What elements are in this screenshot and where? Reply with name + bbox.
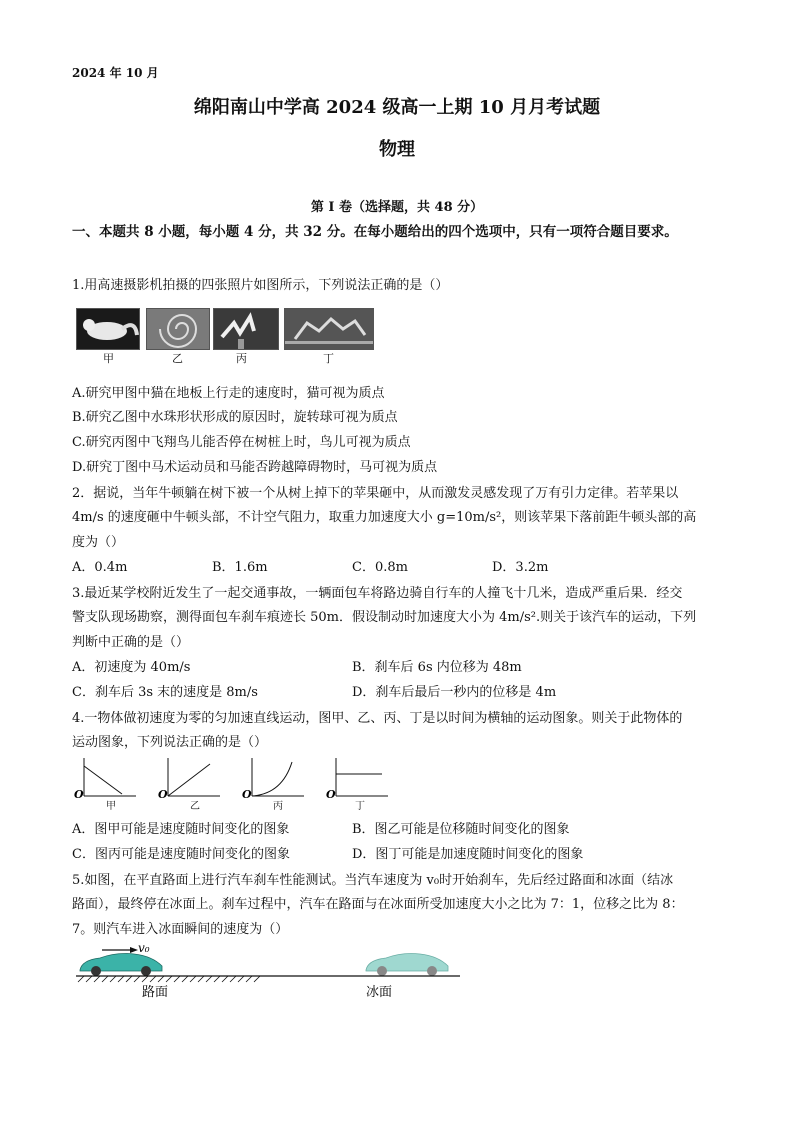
graph-origin-yi: O [158, 788, 168, 800]
graph-ding [326, 758, 388, 800]
road-label: 路面 [142, 985, 169, 998]
photo-label-ding: 丁 [323, 352, 334, 365]
q2-stem-line1: 2．据说，当年牛顿躺在树下被一个从树上掉下的苹果砸中，从而激发灵感发现了万有引力定律。若苹果以 [72, 486, 679, 501]
exam-title: 绵阳南山中学高 2024 级高一上期 10 月月考试题 [193, 97, 601, 118]
q1-option-c: C.研究丙图中飞翔鸟儿能否停在树桩上时，鸟儿可视为质点 [72, 435, 411, 450]
q3-option-d: D．刹车后最后一秒内的位移是 4m [352, 685, 557, 700]
q4-option-d: D．图丁可能是加速度随时间变化的图象 [352, 847, 584, 862]
q1-option-b: B.研究乙图中水珠形状形成的原因时，旋转球可视为质点 [72, 410, 398, 425]
volume-heading: 第 I 卷（选择题，共 48 分） [310, 200, 484, 215]
exam-subject: 物理 [379, 139, 415, 160]
q3-option-a: A．初速度为 40m/s [72, 660, 191, 675]
graph-origin-ding: O [326, 788, 336, 800]
photo-label-jia: 甲 [103, 352, 114, 365]
q3-option-c: C．刹车后 3s 末的速度是 8m/s [72, 685, 258, 700]
q3-stem-line3: 判断中正确的是（） [72, 635, 190, 650]
graph-yi [158, 758, 220, 800]
q1-stem: 1.用高速摄影机拍摄的四张照片如图所示，下列说法正确的是（） [72, 278, 449, 293]
graph-jia [74, 758, 136, 800]
photo-equestrian [284, 308, 374, 350]
velocity-label: v₀ [138, 941, 150, 955]
photo-label-yi: 乙 [172, 352, 183, 365]
q5-stem-line2: 路面），最终停在冰面上。刹车过程中，汽车在路面与在冰面所受加速度大小之比为 7：1，位移之比为 8： [72, 897, 684, 912]
car-on-road [80, 954, 162, 977]
photo-birds [213, 308, 279, 350]
graph-label-bing: 丙 [273, 801, 283, 812]
road-hatching [78, 976, 260, 982]
ice-label: 冰面 [366, 985, 393, 998]
q4-option-c: C．图丙可能是速度随时间变化的图象 [72, 847, 290, 862]
q1-option-d: D.研究丁图中马术运动员和马能否跨越障碍物时，马可视为质点 [72, 460, 438, 475]
q3-stem-line2: 警支队现场勘察，测得面包车刹车痕迹长 50m．假设制动时加速度大小为 4m/s².则关于该汽车的运动，下列 [72, 610, 697, 625]
q4-option-a: A．图甲可能是速度随时间变化的图象 [72, 822, 290, 837]
section-instruction: 一、本题共 8 小题，每小题 4 分，共 32 分。在每小题给出的四个选项中，只有一项符合题目要求。 [72, 224, 678, 240]
q5-road-figure [72, 938, 472, 998]
photo-label-bing: 丙 [236, 352, 247, 365]
q5-stem-line1: 5.如图，在平直路面上进行汽车刹车性能测试。当汽车速度为 v₀时开始刹车，先后经过路面和冰面（结冰 [72, 873, 674, 888]
graph-origin-bing: O [242, 788, 252, 800]
q2-stem-line2: 4m/s 的速度砸中牛顿头部，不计空气阻力，取重力加速度大小 g=10m/s²，则该苹果下落前距牛顿头部的高 [72, 510, 697, 525]
graph-label-yi: 乙 [190, 801, 200, 812]
q3-option-b: B．刹车后 6s 内位移为 48m [352, 660, 522, 675]
q2-option-d: D．3.2m [492, 560, 549, 575]
q4-option-b: B．图乙可能是位移随时间变化的图象 [352, 822, 570, 837]
photo-cat [76, 308, 140, 350]
q1-option-a: A.研究甲图中猫在地板上行走的速度时，猫可视为质点 [72, 386, 385, 401]
q5-stem-line3: 7。则汽车进入冰面瞬间的速度为（） [72, 922, 289, 937]
graph-label-jia: 甲 [106, 801, 116, 812]
car-on-ice [366, 954, 448, 977]
graph-origin-jia: O [74, 788, 84, 800]
q3-stem-line1: 3.最近某学校附近发生了一起交通事故，一辆面包车将路边骑自行车的人撞飞十几米，造成严重后果．经交 [72, 586, 683, 601]
photo-spinning-ball [146, 308, 210, 350]
graph-bing [242, 758, 304, 800]
q2-stem-line3: 度为（） [72, 535, 125, 550]
q2-option-c: C．0.8m [352, 560, 408, 575]
q2-option-a: A．0.4m [72, 560, 128, 575]
q4-stem-line2: 运动图象，下列说法正确的是（） [72, 735, 268, 750]
velocity-arrow [102, 941, 150, 955]
q4-graphs [70, 754, 410, 800]
q4-stem-line1: 4.一物体做初速度为零的匀加速直线运动，图甲、乙、丙、丁是以时间为横轴的运动图象。则关于此物体的 [72, 711, 683, 726]
exam-date: 2024 年 10 月 [72, 66, 159, 80]
graph-label-ding: 丁 [355, 801, 365, 812]
q2-option-b: B．1.6m [212, 560, 268, 575]
